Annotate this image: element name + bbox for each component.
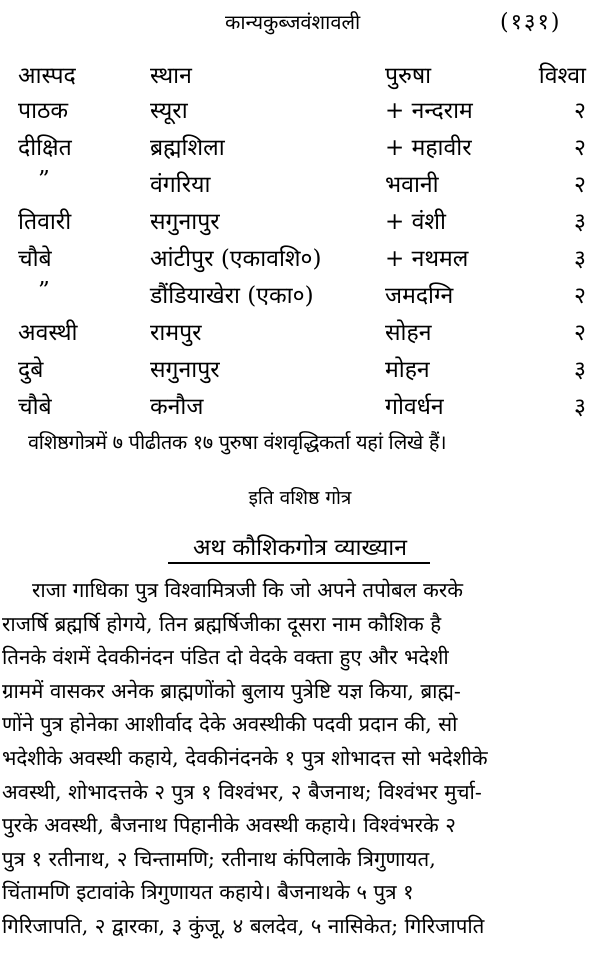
cell-aspad: चौबे: [18, 394, 52, 420]
table-row: [0, 89, 600, 126]
cell-sthan: डौंडियाखेरा (एका०): [150, 283, 314, 309]
cell-vishva: २: [574, 283, 586, 309]
cell-sthan: स्यूरा: [150, 98, 188, 124]
paragraph-line: तिनके वंशमें देवकीनंदन पंडित दो वेदके वक्ता हुए और भदेशी: [2, 645, 449, 670]
cell-purusha: + नन्दराम: [385, 98, 473, 124]
column-header-aspad: आस्पद: [18, 63, 76, 89]
paragraph-line: चिंतामणि इटावांके त्रिगुणायत कहाये। बैजनाथके ५ पुत्र १: [2, 880, 414, 905]
cell-sthan: रामपुर: [150, 320, 202, 346]
cell-vishva: ३: [574, 394, 586, 420]
cell-sthan: ब्रह्मशिला: [150, 135, 225, 161]
page-header: [0, 4, 600, 38]
table-row: [0, 163, 600, 200]
cell-aspad: चौबे: [18, 246, 52, 272]
section-title: अथ कौशिकगोत्र व्याख्यान: [192, 535, 408, 561]
paragraph-line: पुरके अवस्थी, बैजनाथ पिहानीके अवस्थी कहाये। विश्वंभरके २: [2, 813, 456, 838]
column-header-sthan: स्थान: [150, 63, 192, 89]
cell-aspad: अवस्थी: [18, 320, 78, 346]
cell-purusha: सोहन: [385, 320, 432, 346]
table-row: [0, 274, 600, 311]
title-underline: [168, 562, 430, 564]
paragraph-line: राजा गाधिका पुत्र विश्वामित्रजी कि जो अपने तपोबल करके: [32, 578, 464, 602]
cell-vishva: २: [574, 320, 586, 346]
table-row: [0, 237, 600, 274]
cell-aspad: दीक्षित: [18, 135, 72, 161]
cell-vishva: २: [574, 98, 586, 124]
cell-purusha: भवानी: [385, 172, 439, 198]
lineage-table: [0, 52, 600, 422]
paragraph-line: भदेशीके अवस्थी कहाये, देवकीनंदनके १ पुत्र शोभादत्त सो भदेशीके: [2, 745, 488, 770]
cell-sthan: कनौज: [150, 394, 204, 420]
table-row: [0, 348, 600, 385]
cell-purusha: + नथमल: [385, 246, 469, 272]
cell-vishva: २: [574, 135, 586, 161]
paragraph-line: राजर्षि ब्रह्मर्षि होगये, तिन ब्रह्मर्षिजीका दूसरा नाम कौशिक है: [2, 611, 442, 636]
column-header-vishva: विश्वा: [538, 63, 586, 89]
paragraph-line: अवस्थी, शोभादत्तके २ पुत्र १ विश्वंभर, २ बैजनाथ; विश्वंभर मुर्चा-: [2, 779, 482, 804]
paragraph-line: पुत्र १ रतीनाथ, २ चिन्तामणि; रतीनाथ कंपिलाके त्रिगुणायत,: [2, 846, 436, 871]
cell-purusha: गोवर्धन: [385, 394, 444, 420]
cell-vishva: ३: [574, 357, 586, 383]
cell-purusha: + महावीर: [385, 135, 472, 161]
cell-vishva: ३: [574, 209, 586, 235]
cell-sthan: वंगरिया: [150, 172, 211, 198]
cell-sthan: सगुनापुर: [150, 357, 220, 383]
cell-sthan: आंटीपुर (एकावशि०): [150, 246, 322, 272]
column-header-purusha: पुरुषा: [385, 63, 432, 89]
cell-aspad: पाठक: [18, 98, 69, 124]
cell-aspad: ”: [38, 278, 50, 304]
paragraph-line: ग्राममें वासकर अनेक ब्राह्मणोंको बुलाय पुत्रेष्टि यज्ञ किया, ब्राह्म-: [2, 678, 461, 703]
cell-aspad: दुबे: [18, 357, 44, 383]
cell-aspad: ”: [38, 167, 50, 193]
paragraph-line: गिरिजापति, २ द्वारका, ३ कुंजू, ४ बलदेव, ५ नासिकेत; गिरिजापति: [2, 913, 485, 938]
section-end-note: इति वशिष्ठ गोत्र: [248, 487, 352, 509]
body-paragraph: [2, 574, 598, 944]
table-header-row: [0, 52, 600, 89]
table-row: [0, 385, 600, 422]
cell-purusha: जमदग्नि: [385, 283, 454, 309]
cell-sthan: सगुनापुर: [150, 209, 220, 235]
cell-purusha: + वंशी: [385, 209, 446, 235]
running-title: कान्यकुब्जवंशावली: [225, 10, 361, 34]
page-number: (१३१): [500, 10, 562, 35]
cell-vishva: २: [574, 172, 586, 198]
table-row: [0, 200, 600, 237]
summary-line: वशिष्ठगोत्रमें ७ पीढीतक १७ पुरुषा वंशवृद्धिकर्ता यहां लिखे हैं।: [28, 430, 447, 454]
paragraph-line: णोंने पुत्र होनेका आशीर्वाद देके अवस्थीकी पदवी प्रदान की, सो: [2, 712, 458, 737]
cell-vishva: ३: [574, 246, 586, 272]
table-row: [0, 126, 600, 163]
table-row: [0, 311, 600, 348]
cell-purusha: मोहन: [385, 357, 430, 383]
cell-aspad: तिवारी: [18, 209, 72, 235]
